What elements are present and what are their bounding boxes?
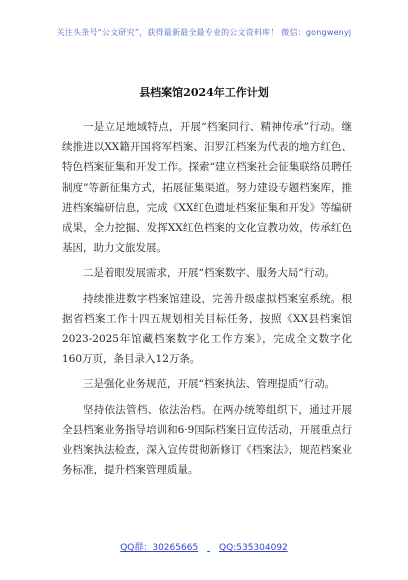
paragraph: 二是着眼发展需求，开展“档案数字、服务大局”行动。: [83, 267, 336, 280]
header-note: 关注头条号“公文研究”，获得最新最全最专业的公文资料库！ 微信：gongwenyj: [56, 28, 352, 37]
paragraph: 三是强化业务规范，开展“档案执法、管理提质”行动。: [83, 378, 336, 391]
document-body: [62, 117, 352, 485]
qq-group-link[interactable]: QQ群：30265665: [120, 543, 199, 553]
paragraph: 一是立足地域特点，开展“档案同行、精神传承”行动。继续推进以XX籍开国将军档案、汨罗江档案为代表的地方红色、特色档案征集和开发工作。探索“建立档案社会征集联络员聘任制度”等新征集方式，拓展征集渠道。努力建设专题档案库，推进档案编研信息，完成《XX红色遗址档案征集和开发》等编研成果，全力挖掘、发挥XX红色档案的文化宣教功效，传承红色基因，助力文旅发展。: [62, 121, 352, 255]
paragraph: 持续推进数字档案馆建设，完善升级虚拟档案室系统。根据省档案工作十四五规划相关目标任务，按照《XX县档案馆2023-2025年馆藏档案数字化工作方案》，完成全文数字化160万页，条目录入12万条。: [62, 292, 352, 366]
footer-contacts: [0, 540, 408, 553]
document-title: 县档案馆2024年工作计划: [139, 86, 269, 99]
qq-contact-link[interactable]: QQ:535304092: [219, 543, 288, 553]
paragraph: 坚持依法管档、依法治档。在两办统筹组织下，通过开展全县档案业务指导培训和6·9国际档案日宣传活动，开展重点行业档案执法检查，深入宣传贯彻新修订《档案法》，规范档案业务标准，提升档案管理质量。: [62, 403, 352, 477]
